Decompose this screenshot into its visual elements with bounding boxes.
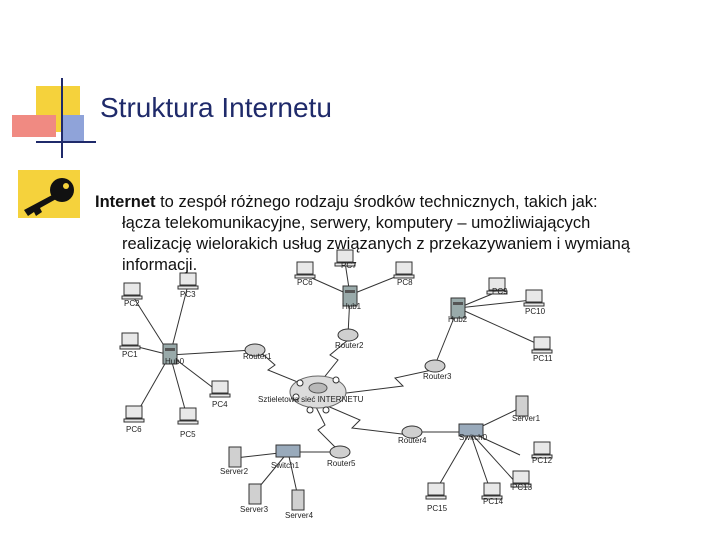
- label-pc6b: PC6: [297, 278, 313, 287]
- label-pc15: PC15: [427, 504, 448, 513]
- label-pc2: PC2: [124, 299, 140, 308]
- label-server2: Server2: [220, 467, 249, 476]
- label-router4: Router4: [398, 436, 427, 445]
- label-hub0: Hub0: [165, 357, 185, 366]
- router5-icon: [330, 446, 350, 458]
- label-server3: Server3: [240, 505, 269, 514]
- body-line-1-text: to zespół różnego rodzaju środków technicznych, takich jak:: [155, 193, 598, 211]
- pc1-icon: [120, 333, 140, 349]
- router2-icon: [338, 329, 358, 341]
- pc15-icon: [426, 483, 446, 499]
- label-pc9: PC9: [492, 287, 508, 296]
- server1-icon: [516, 396, 528, 416]
- pc4-icon: [210, 381, 230, 397]
- label-switch0: Switch0: [459, 433, 488, 442]
- label-router1: Router1: [243, 352, 272, 361]
- body-line-1: [95, 192, 695, 213]
- pc11-icon: [532, 337, 552, 353]
- label-pc3: PC3: [180, 290, 196, 299]
- pc2-icon: [122, 283, 142, 299]
- label-pc13: PC13: [512, 483, 533, 492]
- label-pc4: PC4: [212, 400, 228, 409]
- label-pc12: PC12: [532, 456, 553, 465]
- body-line-4: informacji.: [122, 256, 198, 274]
- label-server1: Server1: [512, 414, 541, 423]
- label-pc5: PC5: [180, 430, 196, 439]
- body-line-3: realizację wielorakich usług związanych z przekazywaniem i wymianą: [122, 235, 631, 253]
- label-pc1: PC1: [122, 350, 138, 359]
- slide-title: Struktura Internetu: [100, 92, 332, 123]
- body-text: [95, 192, 695, 276]
- label-server4: Server4: [285, 511, 314, 520]
- label-hub2: Hub2: [448, 315, 468, 324]
- switch1-icon: [276, 445, 300, 457]
- server4-icon: [292, 490, 304, 510]
- label-router3: Router3: [423, 372, 452, 381]
- body-line-2: łącza telekomunikacyjne, serwery, komputery – umożliwiających: [122, 214, 591, 232]
- label-pc11: PC11: [533, 354, 553, 363]
- server2-icon: [229, 447, 241, 467]
- label-pc10: PC10: [525, 307, 546, 316]
- pc5-icon: [178, 408, 198, 424]
- body-bold-term: Internet: [95, 193, 156, 211]
- label-pc6: PC6: [126, 425, 142, 434]
- label-router2: Router2: [335, 341, 364, 350]
- label-pc7: PC7: [341, 261, 357, 270]
- pc6-icon: [124, 406, 144, 422]
- label-backbone: Sztieletowa sieć INTERNETU: [258, 395, 364, 404]
- pc10-icon: [524, 290, 544, 306]
- label-pc8: PC8: [397, 278, 413, 287]
- label-pc14: PC14: [483, 497, 504, 506]
- router3-icon: [425, 360, 445, 372]
- server3-icon: [249, 484, 261, 504]
- label-switch1: Switch1: [271, 461, 300, 470]
- label-hub1: Hub1: [342, 302, 362, 311]
- label-router5: Router5: [327, 459, 356, 468]
